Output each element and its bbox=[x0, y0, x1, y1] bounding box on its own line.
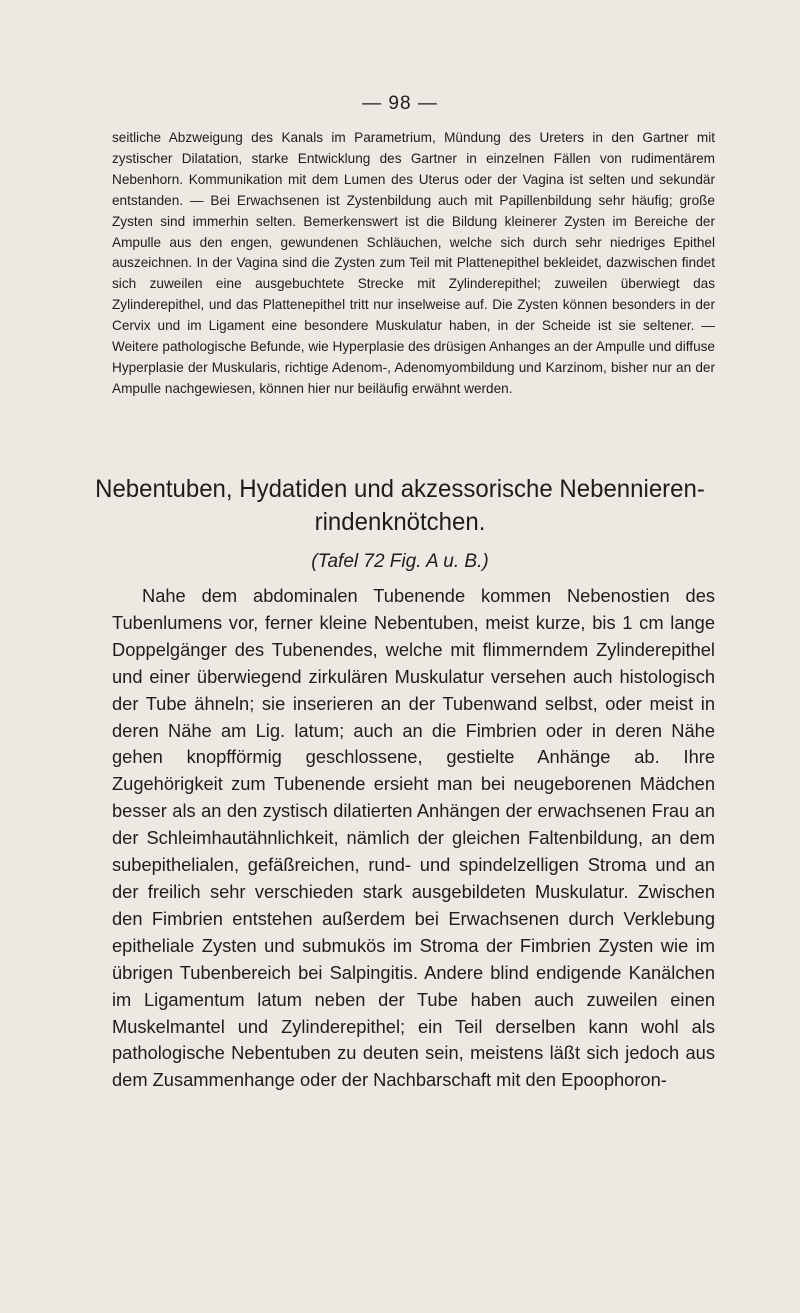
section-paragraph: Nahe dem abdominalen Tubenende kommen Nebenostien des Tubenlumens vor, ferner kleine Nebentuben, meist kurze, bis 1 cm lange Doppelgänger des Tubenendes, welche mit flimmerndem Zylinderepithel und einer überwiegend zirkulären Muskulatur versehen auch histologisch der Tube ähneln; sie inserieren an der Tubenwand selbst, oder meist in deren Nähe am Lig. latum; auch an die Fimbrien oder in deren Nähe gehen knopfförmig geschlossene, gestielte Anhänge ab. Ihre Zugehörigkeit zum Tubenende ersieht man bei neugeborenen Mädchen besser als an den zystisch dilatierten Anhängen der erwachsenen Frau an der Schleimhautähnlichkeit, nämlich der gleichen Faltenbildung, an dem subepithelialen, gefäßreichen, rund- und spindelzelligen Stroma und an der freilich sehr verschieden stark ausgebildeten Muskulatur. Zwischen den Fimbrien entstehen außerdem bei Erwachsenen durch Verklebung epitheliale Zysten und submukös im Stroma der Fimbrien Zysten wie im übrigen Tubenbereich bei Salpingitis. Andere blind endigende Kanälchen im Ligamentum latum neben der Tube haben auch zuweilen einen Muskelmantel und Zylinderepithel; ein Teil derselben kann wohl als pathologische Nebentuben zu deuten sein, meistens läßt sich jedoch aus dem Zusammenhange oder der Nachbarschaft mit den Epoophoron- bbox=[112, 585, 715, 1091]
section-heading: Nebentuben, Hydatiden und akzessorische Nebennierenrindenknötchen. bbox=[95, 475, 705, 536]
page-number: — 98 — bbox=[362, 93, 438, 114]
plate-reference: (Tafel 72 Fig. A u. B.) bbox=[311, 551, 489, 572]
continued-paragraph: seitliche Abzweigung des Kanals im Parametrium, Mündung des Ureters in den Gartner mit zystischer Dilatation, starke Entwicklung des Gartner in einzelnen Fällen von rudimentärem Nebenhorn. Kommunikation mit dem Lumen des Uterus oder der Vagina ist selten und sekundär entstanden. — Bei Erwachsenen ist Zystenbildung auch mit Papillenbildung sehr häufig; große Zysten sind immerhin selten. Bemerkenswert ist die Bildung kleinerer Zysten im Bereiche der Ampulle aus den engen, gewundenen Schläuchen, welche sich durch sehr niedriges Epithel auszeichnen. In der Vagina sind die Zysten zum Teil mit Plattenepithel bekleidet, dazwischen findet sich zuweilen eine ausgebuchtete Strecke mit Zylinderepithel; zuweilen überwiegt das Zylinderepithel, und das Plattenepithel tritt nur inselweise auf. Die Zysten können besonders in der Cervix und im Ligament eine besondere Muskulatur haben, in der Scheide ist sie seltener. — Weitere pathologische Befunde, wie Hyperplasie des drüsigen Anhanges an der Ampulle und diffuse Hyperplasie der Muskularis, richtige Adenom-, Adenomyombildung und Karzinom, bisher nur an der Ampulle nachgewiesen, können hier nur beiläufig erwähnt werden. bbox=[112, 130, 715, 396]
